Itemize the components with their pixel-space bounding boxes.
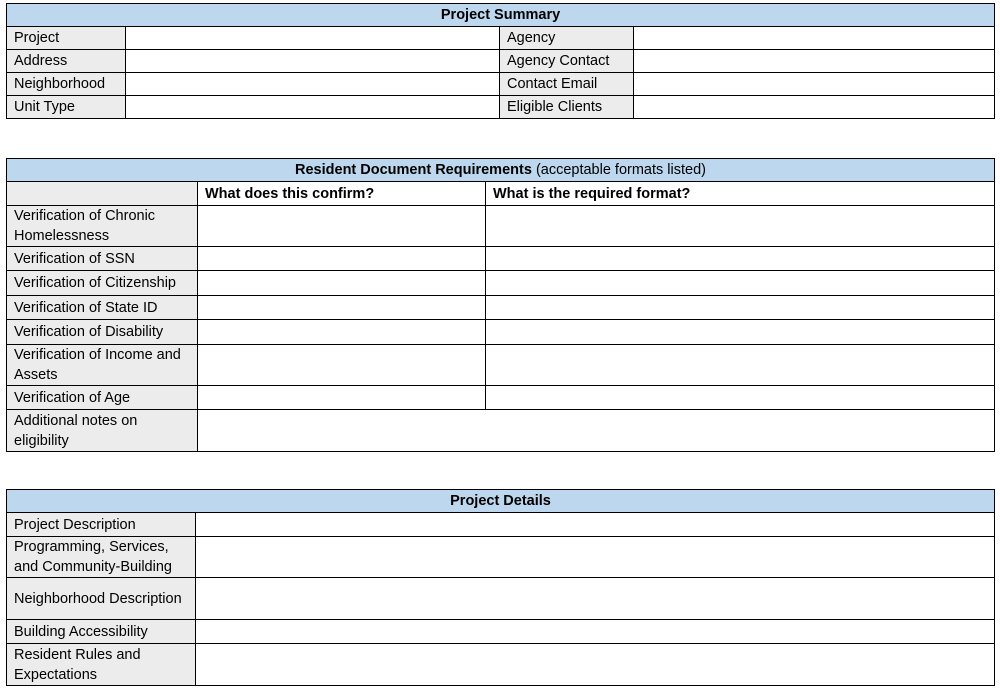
format-field[interactable] xyxy=(486,247,995,271)
project-details-title: Project Details xyxy=(7,490,995,513)
label-eligible-clients: Eligible Clients xyxy=(500,96,634,119)
project-summary-title: Project Summary xyxy=(7,4,995,27)
agency-contact-field[interactable] xyxy=(634,50,995,73)
row-label-building-accessibility: Building Accessibility xyxy=(7,620,196,644)
address-field[interactable] xyxy=(126,50,500,73)
unit-type-field[interactable] xyxy=(126,96,500,119)
confirm-field[interactable] xyxy=(198,271,486,296)
confirm-field[interactable] xyxy=(198,386,486,410)
programming-services-field[interactable] xyxy=(196,537,995,578)
format-field[interactable] xyxy=(486,320,995,345)
row-label-citizenship: Verification of Citizenship xyxy=(7,271,198,296)
project-field[interactable] xyxy=(126,27,500,50)
resident-documents-table xyxy=(6,158,995,452)
format-field[interactable] xyxy=(486,271,995,296)
agency-field[interactable] xyxy=(634,27,995,50)
row-label-state-id: Verification of State ID xyxy=(7,296,198,320)
confirm-field[interactable] xyxy=(198,247,486,271)
building-accessibility-field[interactable] xyxy=(196,620,995,644)
row-label-project-description: Project Description xyxy=(7,513,196,537)
eligible-clients-field[interactable] xyxy=(634,96,995,119)
row-label-ssn: Verification of SSN xyxy=(7,247,198,271)
additional-notes-field[interactable] xyxy=(198,410,995,452)
label-contact-email: Contact Email xyxy=(500,73,634,96)
resident-docs-title xyxy=(7,159,995,182)
contact-email-field[interactable] xyxy=(634,73,995,96)
project-description-field[interactable] xyxy=(196,513,995,537)
label-address: Address xyxy=(7,50,126,73)
confirm-field[interactable] xyxy=(198,320,486,345)
format-field[interactable] xyxy=(486,386,995,410)
row-label-resident-rules: Resident Rules and Expectations xyxy=(7,644,196,686)
row-label-income-assets: Verification of Income and Assets xyxy=(7,345,198,386)
project-details-table xyxy=(6,489,995,686)
label-neighborhood: Neighborhood xyxy=(7,73,126,96)
label-agency: Agency xyxy=(500,27,634,50)
row-label-disability: Verification of Disability xyxy=(7,320,198,345)
row-label-age: Verification of Age xyxy=(7,386,198,410)
format-field[interactable] xyxy=(486,296,995,320)
resident-docs-title-text: Resident Document Requirements xyxy=(295,162,532,178)
label-unit-type: Unit Type xyxy=(7,96,126,119)
row-label-additional-notes: Additional notes on eligibility xyxy=(7,410,198,452)
format-field[interactable] xyxy=(486,206,995,247)
column-header-blank xyxy=(7,182,198,206)
neighborhood-description-field[interactable] xyxy=(196,578,995,620)
row-label-neighborhood-description: Neighborhood Description xyxy=(7,578,196,620)
label-agency-contact: Agency Contact xyxy=(500,50,634,73)
format-field[interactable] xyxy=(486,345,995,386)
resident-docs-title-note: (acceptable formats listed) xyxy=(535,162,706,178)
confirm-field[interactable] xyxy=(198,206,486,247)
resident-rules-field[interactable] xyxy=(196,644,995,686)
project-summary-table xyxy=(6,3,995,119)
neighborhood-field[interactable] xyxy=(126,73,500,96)
label-project: Project xyxy=(7,27,126,50)
row-label-programming-services: Programming, Services, and Community-Building xyxy=(7,537,196,578)
row-label-chronic-homelessness: Verification of Chronic Homelessness xyxy=(7,206,198,247)
column-header-confirm: What does this confirm? xyxy=(198,182,486,206)
confirm-field[interactable] xyxy=(198,296,486,320)
column-header-format: What is the required format? xyxy=(486,182,995,206)
confirm-field[interactable] xyxy=(198,345,486,386)
